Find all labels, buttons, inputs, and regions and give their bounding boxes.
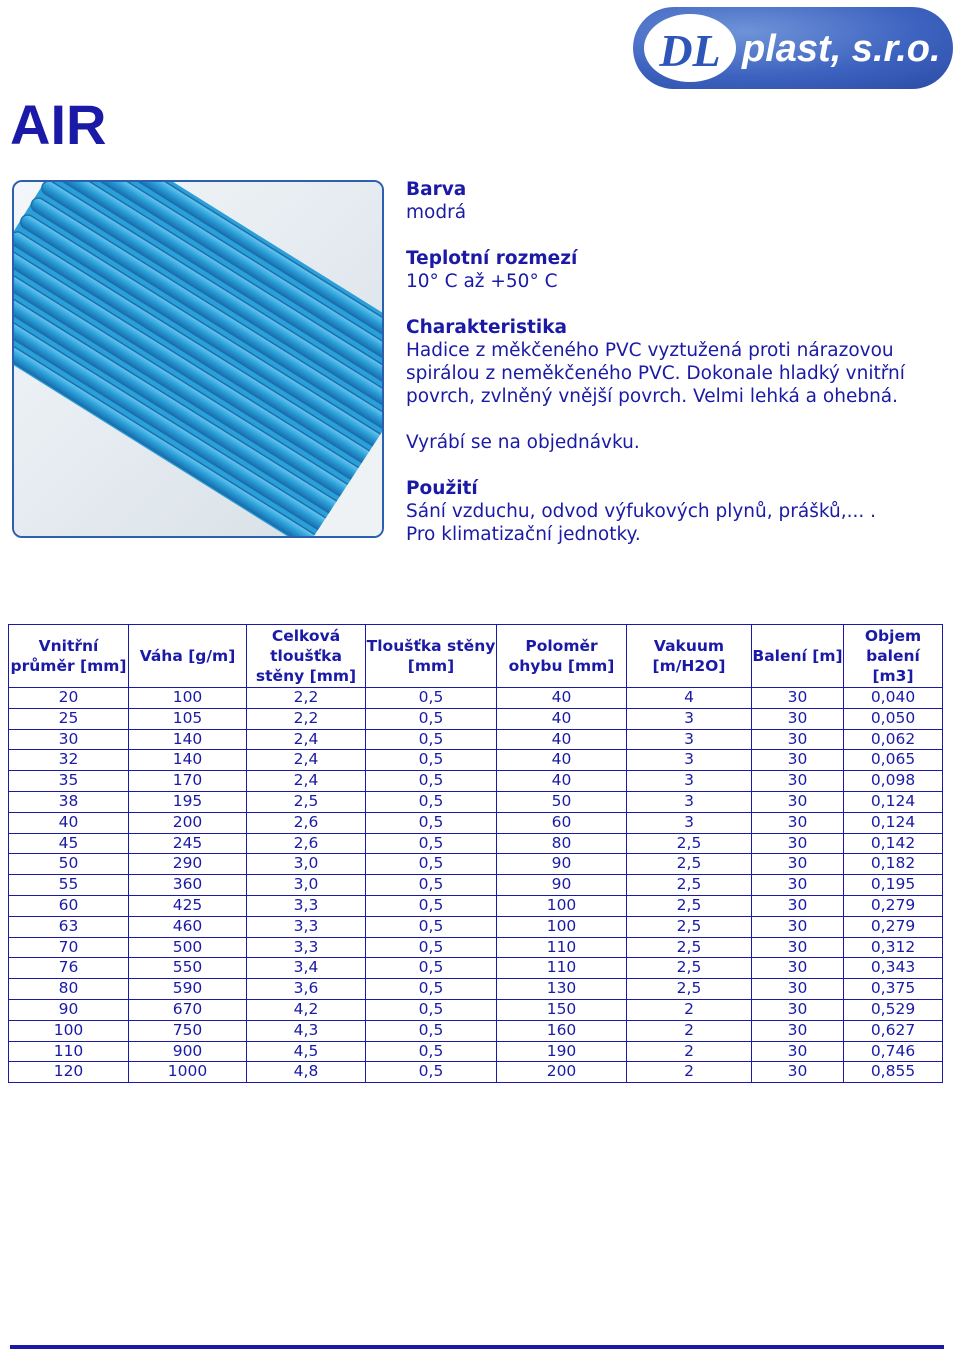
table-cell: 0,142 [844, 833, 943, 854]
table-cell: 90 [9, 999, 129, 1020]
table-cell: 425 [129, 895, 247, 916]
table-cell: 30 [752, 729, 844, 750]
table-cell: 0,5 [366, 750, 497, 771]
table-cell: 4,5 [247, 1041, 366, 1062]
table-cell: 590 [129, 979, 247, 1000]
table-cell: 40 [497, 688, 627, 709]
header-bend-radius: Poloměr ohybu [mm] [497, 625, 627, 688]
temperature-heading: Teplotní rozmezí [406, 248, 578, 269]
table-cell: 100 [129, 688, 247, 709]
made-to-order-text: Vyrábí se na objednávku. [406, 432, 640, 453]
table-cell: 0,195 [844, 875, 943, 896]
header-package-volume: Objem balení [m3] [844, 625, 943, 688]
table-cell: 140 [129, 729, 247, 750]
table-cell: 0,279 [844, 895, 943, 916]
table-row [9, 708, 943, 729]
table-cell: 0,5 [366, 771, 497, 792]
table-cell: 30 [752, 688, 844, 709]
table-cell: 0,124 [844, 812, 943, 833]
table-cell: 0,040 [844, 688, 943, 709]
table-cell: 2 [627, 1020, 752, 1041]
table-cell: 30 [752, 916, 844, 937]
table-row [9, 999, 943, 1020]
table-cell: 2,6 [247, 833, 366, 854]
table-cell: 90 [497, 854, 627, 875]
table-cell: 150 [497, 999, 627, 1020]
table-cell: 245 [129, 833, 247, 854]
table-cell: 2,5 [627, 937, 752, 958]
characteristics-text: Hadice z měkčeného PVC vyztužená proti nárazovou spirálou z neměkčeného PVC. Dokonale hladký vnitřní povrch, zvlněný vnější povrch. Velmi lehká a ohebná. [406, 340, 905, 407]
table-row [9, 812, 943, 833]
table-row [9, 916, 943, 937]
table-row [9, 729, 943, 750]
table-cell: 4,3 [247, 1020, 366, 1041]
product-image [12, 180, 384, 538]
table-cell: 63 [9, 916, 129, 937]
table-cell: 4,8 [247, 1062, 366, 1083]
table-cell: 100 [497, 916, 627, 937]
table-cell: 110 [497, 937, 627, 958]
table-cell: 2 [627, 1041, 752, 1062]
table-cell: 30 [752, 1062, 844, 1083]
page-title: AIR [10, 93, 107, 156]
table-cell: 2,2 [247, 688, 366, 709]
table-cell: 76 [9, 958, 129, 979]
table-row [9, 937, 943, 958]
temperature-value: 10° C až +50° C [406, 271, 558, 292]
table-cell: 0,5 [366, 791, 497, 812]
table-cell: 30 [752, 979, 844, 1000]
table-cell: 30 [752, 854, 844, 875]
table-cell: 4 [627, 688, 752, 709]
table-cell: 70 [9, 937, 129, 958]
table-cell: 30 [752, 833, 844, 854]
table-row [9, 791, 943, 812]
table-cell: 1000 [129, 1062, 247, 1083]
bottom-divider [10, 1345, 944, 1349]
table-row [9, 895, 943, 916]
spec-table [8, 624, 943, 1083]
header-vacuum: Vakuum [m/H2O] [627, 625, 752, 688]
table-cell: 0,5 [366, 895, 497, 916]
table-cell: 670 [129, 999, 247, 1020]
table-cell: 40 [497, 750, 627, 771]
table-cell: 3 [627, 771, 752, 792]
table-cell: 3,3 [247, 895, 366, 916]
table-cell: 3,4 [247, 958, 366, 979]
table-cell: 2,6 [247, 812, 366, 833]
table-cell: 0,124 [844, 791, 943, 812]
table-cell: 3,0 [247, 854, 366, 875]
table-header-row [9, 625, 943, 688]
table-cell: 3 [627, 750, 752, 771]
table-cell: 30 [752, 958, 844, 979]
table-row [9, 1041, 943, 1062]
table-cell: 0,5 [366, 979, 497, 1000]
table-cell: 0,5 [366, 875, 497, 896]
table-cell: 0,312 [844, 937, 943, 958]
table-cell: 130 [497, 979, 627, 1000]
table-cell: 80 [497, 833, 627, 854]
table-cell: 4,2 [247, 999, 366, 1020]
table-cell: 3 [627, 729, 752, 750]
usage-section [406, 477, 946, 546]
table-cell: 160 [497, 1020, 627, 1041]
table-cell: 3 [627, 791, 752, 812]
logo-mark: DL [659, 25, 721, 76]
table-cell: 0,5 [366, 958, 497, 979]
characteristics-section [406, 316, 946, 408]
table-cell: 360 [129, 875, 247, 896]
table-cell: 0,5 [366, 688, 497, 709]
table-cell: 30 [752, 750, 844, 771]
header-package: Balení [m] [752, 625, 844, 688]
table-cell: 0,182 [844, 854, 943, 875]
table-cell: 0,279 [844, 916, 943, 937]
table-cell: 2,5 [627, 916, 752, 937]
usage-line-1: Sání vzduchu, odvod výfukových plynů, prášků,... . [406, 501, 876, 522]
header-total-wall-thickness: Celková tloušťka stěny [mm] [247, 625, 366, 688]
table-row [9, 688, 943, 709]
table-body [9, 688, 943, 1083]
header-weight: Váha [g/m] [129, 625, 247, 688]
table-cell: 55 [9, 875, 129, 896]
table-cell: 2,5 [627, 895, 752, 916]
table-cell: 2,5 [627, 875, 752, 896]
table-cell: 25 [9, 708, 129, 729]
table-cell: 195 [129, 791, 247, 812]
table-cell: 2,5 [627, 979, 752, 1000]
table-cell: 200 [129, 812, 247, 833]
table-cell: 0,5 [366, 854, 497, 875]
table-cell: 30 [9, 729, 129, 750]
table-cell: 0,5 [366, 937, 497, 958]
table-cell: 2 [627, 999, 752, 1020]
table-cell: 2,5 [627, 958, 752, 979]
table-cell: 40 [497, 729, 627, 750]
made-to-order-section [406, 431, 946, 454]
table-cell: 3 [627, 812, 752, 833]
table-cell: 0,627 [844, 1020, 943, 1041]
table-cell: 2,5 [247, 791, 366, 812]
table-cell: 0,5 [366, 1062, 497, 1083]
table-cell: 38 [9, 791, 129, 812]
table-cell: 3,6 [247, 979, 366, 1000]
table-row [9, 833, 943, 854]
table-cell: 30 [752, 875, 844, 896]
table-cell: 0,5 [366, 1041, 497, 1062]
table-cell: 0,375 [844, 979, 943, 1000]
table-cell: 900 [129, 1041, 247, 1062]
table-cell: 30 [752, 812, 844, 833]
header-wall-thickness: Tloušťka stěny [mm] [366, 625, 497, 688]
header-inner-diameter: Vnitřní průměr [mm] [9, 625, 129, 688]
table-cell: 50 [9, 854, 129, 875]
table-cell: 0,5 [366, 729, 497, 750]
table-row [9, 979, 943, 1000]
table-cell: 2,4 [247, 750, 366, 771]
table-cell: 50 [497, 791, 627, 812]
table-cell: 2,4 [247, 771, 366, 792]
table-cell: 60 [497, 812, 627, 833]
table-cell: 110 [497, 958, 627, 979]
table-cell: 40 [497, 771, 627, 792]
table-cell: 90 [497, 875, 627, 896]
characteristics-heading: Charakteristika [406, 317, 567, 338]
table-cell: 120 [9, 1062, 129, 1083]
table-cell: 2 [627, 1062, 752, 1083]
table-cell: 0,062 [844, 729, 943, 750]
table-row [9, 958, 943, 979]
table-cell: 30 [752, 708, 844, 729]
color-value: modrá [406, 202, 467, 223]
table-cell: 750 [129, 1020, 247, 1041]
table-cell: 0,050 [844, 708, 943, 729]
table-cell: 460 [129, 916, 247, 937]
table-cell: 2,4 [247, 729, 366, 750]
table-cell: 30 [752, 895, 844, 916]
table-cell: 140 [129, 750, 247, 771]
table-cell: 2,5 [627, 854, 752, 875]
table-cell: 32 [9, 750, 129, 771]
usage-line-2: Pro klimatizační jednotky. [406, 524, 641, 545]
table-cell: 30 [752, 791, 844, 812]
table-cell: 3,3 [247, 937, 366, 958]
usage-heading: Použití [406, 478, 478, 499]
table-row [9, 750, 943, 771]
table-cell: 0,065 [844, 750, 943, 771]
table-cell: 0,746 [844, 1041, 943, 1062]
table-cell: 0,5 [366, 812, 497, 833]
table-cell: 100 [9, 1020, 129, 1041]
company-logo-graphic [632, 6, 954, 90]
table-cell: 45 [9, 833, 129, 854]
table-cell: 0,5 [366, 916, 497, 937]
table-cell: 3 [627, 708, 752, 729]
table-cell: 30 [752, 771, 844, 792]
table-cell: 0,5 [366, 999, 497, 1020]
table-cell: 3,3 [247, 916, 366, 937]
table-cell: 100 [497, 895, 627, 916]
table-cell: 105 [129, 708, 247, 729]
table-cell: 170 [129, 771, 247, 792]
table-cell: 2,5 [627, 833, 752, 854]
table-cell: 550 [129, 958, 247, 979]
temperature-section [406, 247, 946, 293]
table-cell: 290 [129, 854, 247, 875]
table-cell: 0,5 [366, 708, 497, 729]
table-cell: 40 [9, 812, 129, 833]
table-cell: 190 [497, 1041, 627, 1062]
company-logo [632, 6, 954, 90]
table-cell: 30 [752, 999, 844, 1020]
table-cell: 110 [9, 1041, 129, 1062]
table-row [9, 771, 943, 792]
table-cell: 30 [752, 1041, 844, 1062]
table-cell: 35 [9, 771, 129, 792]
table-cell: 80 [9, 979, 129, 1000]
table-row [9, 854, 943, 875]
color-section [406, 178, 946, 224]
table-row [9, 875, 943, 896]
table-row [9, 1020, 943, 1041]
product-info [406, 178, 946, 569]
table-cell: 500 [129, 937, 247, 958]
table-cell: 0,098 [844, 771, 943, 792]
table-cell: 30 [752, 937, 844, 958]
logo-text: plast, s.r.o. [742, 28, 941, 70]
table-cell: 20 [9, 688, 129, 709]
table-cell: 40 [497, 708, 627, 729]
table-cell: 0,5 [366, 1020, 497, 1041]
table-cell: 3,0 [247, 875, 366, 896]
color-heading: Barva [406, 179, 467, 200]
table-cell: 0,343 [844, 958, 943, 979]
table-cell: 2,2 [247, 708, 366, 729]
table-cell: 0,855 [844, 1062, 943, 1083]
table-cell: 200 [497, 1062, 627, 1083]
table-row [9, 1062, 943, 1083]
table-cell: 30 [752, 1020, 844, 1041]
table-cell: 60 [9, 895, 129, 916]
table-cell: 0,5 [366, 833, 497, 854]
table-cell: 0,529 [844, 999, 943, 1020]
